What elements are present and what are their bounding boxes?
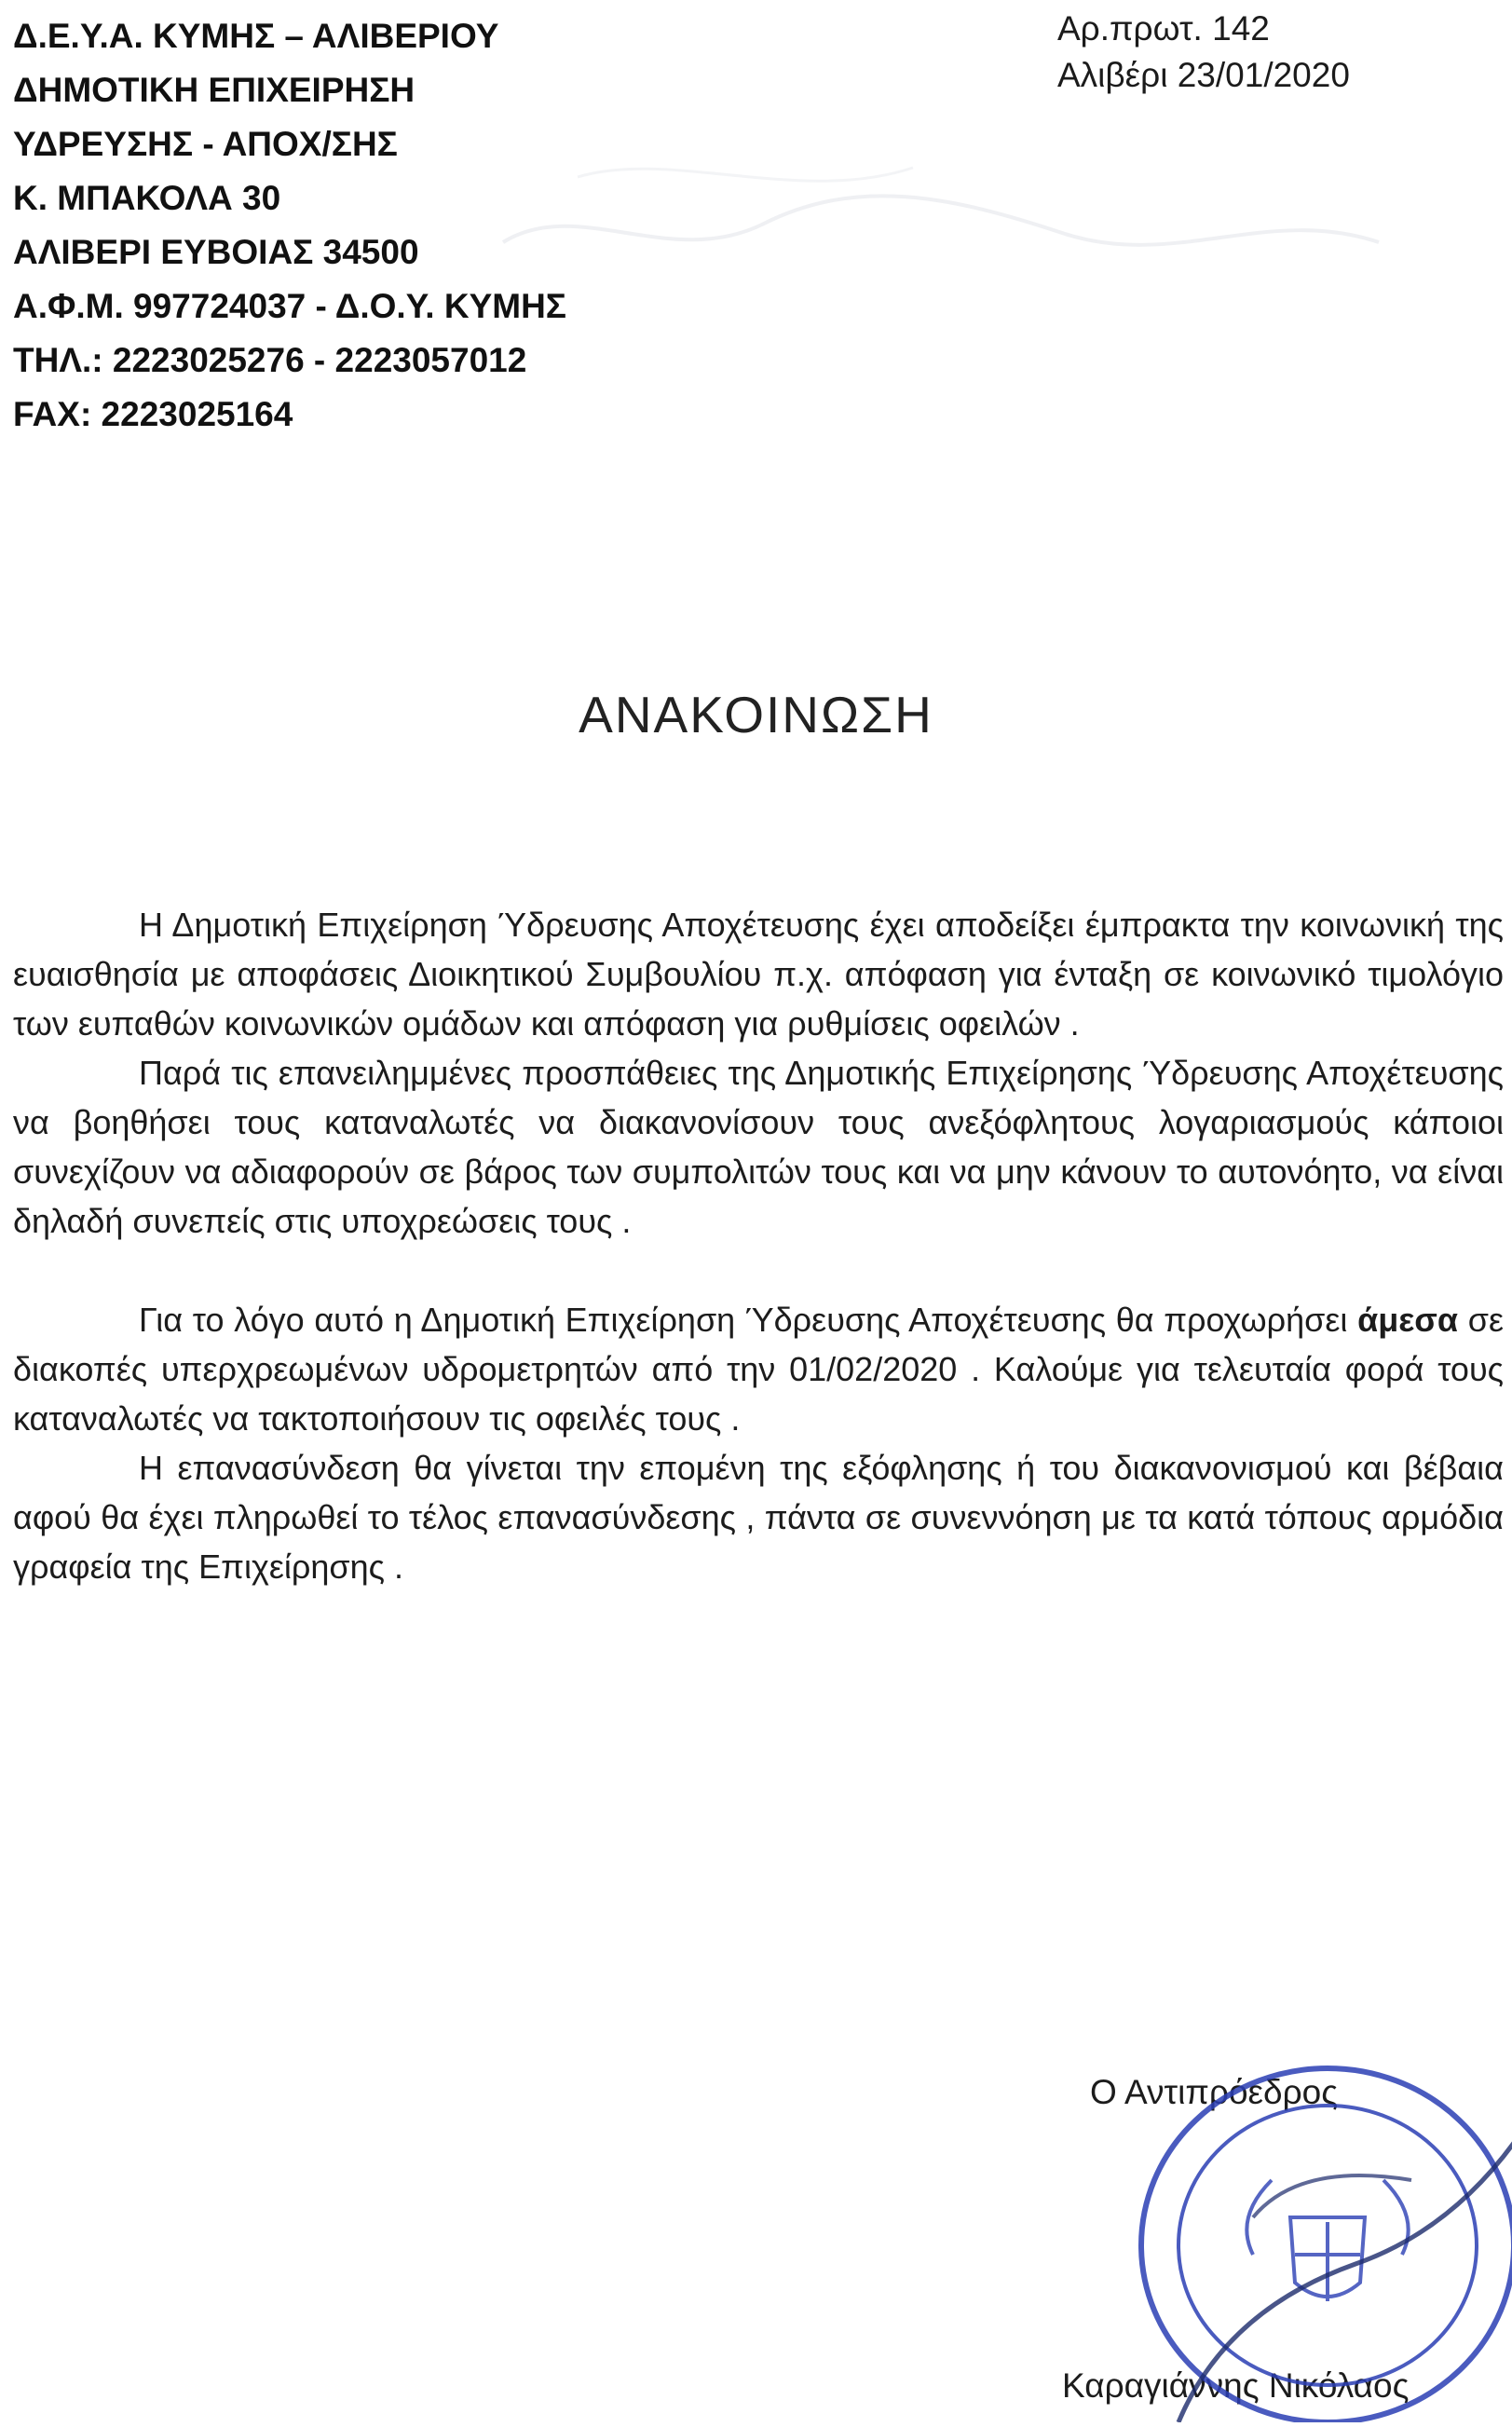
announcement-body [13,900,1504,1591]
bleed-through-marks [466,140,1397,289]
letterhead-line: ΥΔΡΕΥΣΗΣ - ΑΠΟΧ/ΣΗΣ [13,125,398,163]
letterhead-line: ΔΗΜΟΤΙΚΗ ΕΠΙΧΕΙΡΗΣΗ [13,71,415,109]
paragraph-2: Παρά τις επανειλημμένες προσπάθειες της Δημοτικής Επιχείρησης Ύδρευσης Αποχέτευσης να βοηθήσει τους καταναλωτές να διακανονίσουν τους ανεξόφλητους λογαριασμούς κάποιοι συνεχίζουν να αδιαφορούν σε βάρος των συμπολιτών τους και να μην κάνουν το αυτονόητο, να είναι δηλαδή συνεπείς στις υποχρεώσεις τους . [13,1054,1504,1240]
letterhead-line: Κ. ΜΠΑΚΟΛΑ 30 [13,179,281,217]
emphasis-immediately: άμεσα [1357,1301,1459,1339]
reference-block [1057,6,1350,99]
letterhead-line: Δ.Ε.Υ.Α. ΚΥΜΗΣ – ΑΛΙΒΕΡΙΟΥ [13,17,499,55]
paragraph-4: Η επανασύνδεση θα γίνεται την επομένη της εξόφλησης ή του διακανονισμού και βέβαια αφού θα έχει πληρωθεί το τέλος επανασύνδεσης , πάντα σε συνεννόηση με τα κατά τόπους αρμόδια γραφεία της Επιχείρησης . [13,1449,1504,1586]
paragraph-1: Η Δημοτική Επιχείρηση Ύδρευσης Αποχέτευσης έχει αποδείξει έμπρακτα την κοινωνική της ευαισθησία με αποφάσεις Διοικητικού Συμβουλίου π.χ. απόφαση για ένταξη σε κοινωνικό τιμολόγιο των ευπαθών κοινωνικών ομάδων και απόφαση για ρυθμίσεις οφειλών . [13,906,1504,1043]
document-title: ΑΝΑΚΟΙΝΩΣΗ [579,686,933,743]
place-date: Αλιβέρι 23/01/2020 [1057,56,1350,94]
letterhead-line: ΑΛΙΒΕΡΙ ΕΥΒΟΙΑΣ 34500 [13,233,419,271]
signatory-name: Καραγιάννης Νικόλαος [1062,2366,1410,2405]
letterhead-line: FAX: 2223025164 [13,395,293,433]
official-stamp [1113,2031,1512,2422]
paragraph-3-start: Για το λόγο αυτό η Δημοτική Επιχείρηση Ύδρευσης Αποχέτευσης θα προχωρήσει [139,1301,1358,1339]
paragraph-3-end: σε διακοπές υπερχρεωμένων υδρομετρητών από την 01/02/2020 . Καλούμε για τελευταία φορά τους καταναλωτές να τακτοποιήσουν τις οφειλές τους . [13,1301,1504,1438]
letterhead-line: ΤΗΛ.: 2223025276 - 2223057012 [13,341,527,379]
letterhead-line: Α.Φ.Μ. 997724037 - Δ.Ο.Υ. ΚΥΜΗΣ [13,287,566,325]
letterhead [13,9,566,442]
signatory-role: Ο Αντιπρόεδρος [1090,2073,1339,2111]
protocol-number: Αρ.πρωτ. 142 [1057,9,1270,48]
paragraph-3 [13,1295,1504,1443]
